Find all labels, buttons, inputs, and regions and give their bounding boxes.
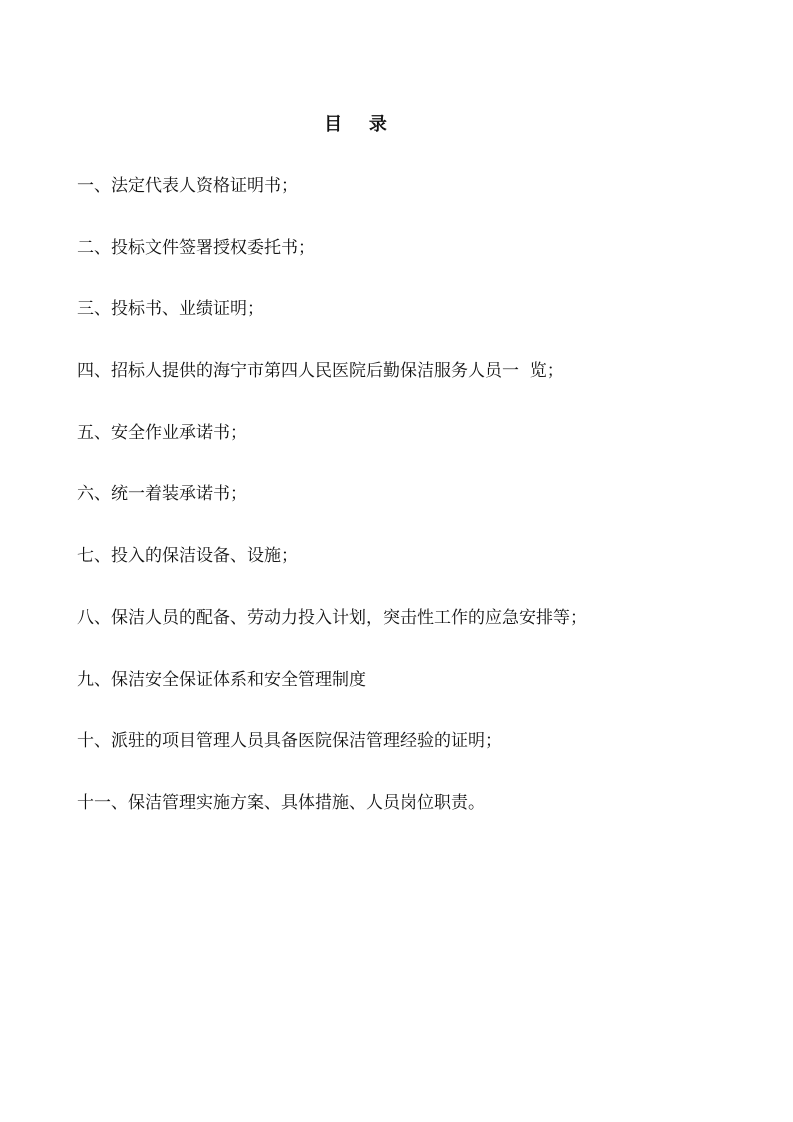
- toc-item-10: 十、派驻的项目管理人员具备医院保洁管理经验的证明；: [77, 731, 502, 752]
- toc-item-9: 九、保洁安全保证体系和安全管理制度: [77, 669, 366, 690]
- toc-item-3: 三、投标书、业绩证明；: [77, 299, 264, 320]
- toc-item-5: 五、安全作业承诺书；: [77, 422, 247, 443]
- table-of-contents: [77, 174, 717, 853]
- toc-item-8: 八、保洁人员的配备、劳动力投入计划，突击性工作的应急安排等；: [77, 607, 587, 628]
- toc-item-2: 二、投标文件签署授权委托书；: [77, 237, 315, 258]
- toc-item-1: 一、法定代表人资格证明书；: [77, 176, 298, 196]
- toc-item-4: 四、招标人提供的海宁市第四人民医院后勤保洁服务人员一 览；: [77, 361, 564, 382]
- page-title: 目 录: [324, 114, 389, 135]
- toc-item-11: 十一、保洁管理实施方案、具体措施、人员岗位职责。: [77, 792, 485, 813]
- toc-item-7: 七、投入的保洁设备、设施；: [77, 546, 298, 567]
- toc-item-6: 六、统一着装承诺书；: [77, 484, 247, 505]
